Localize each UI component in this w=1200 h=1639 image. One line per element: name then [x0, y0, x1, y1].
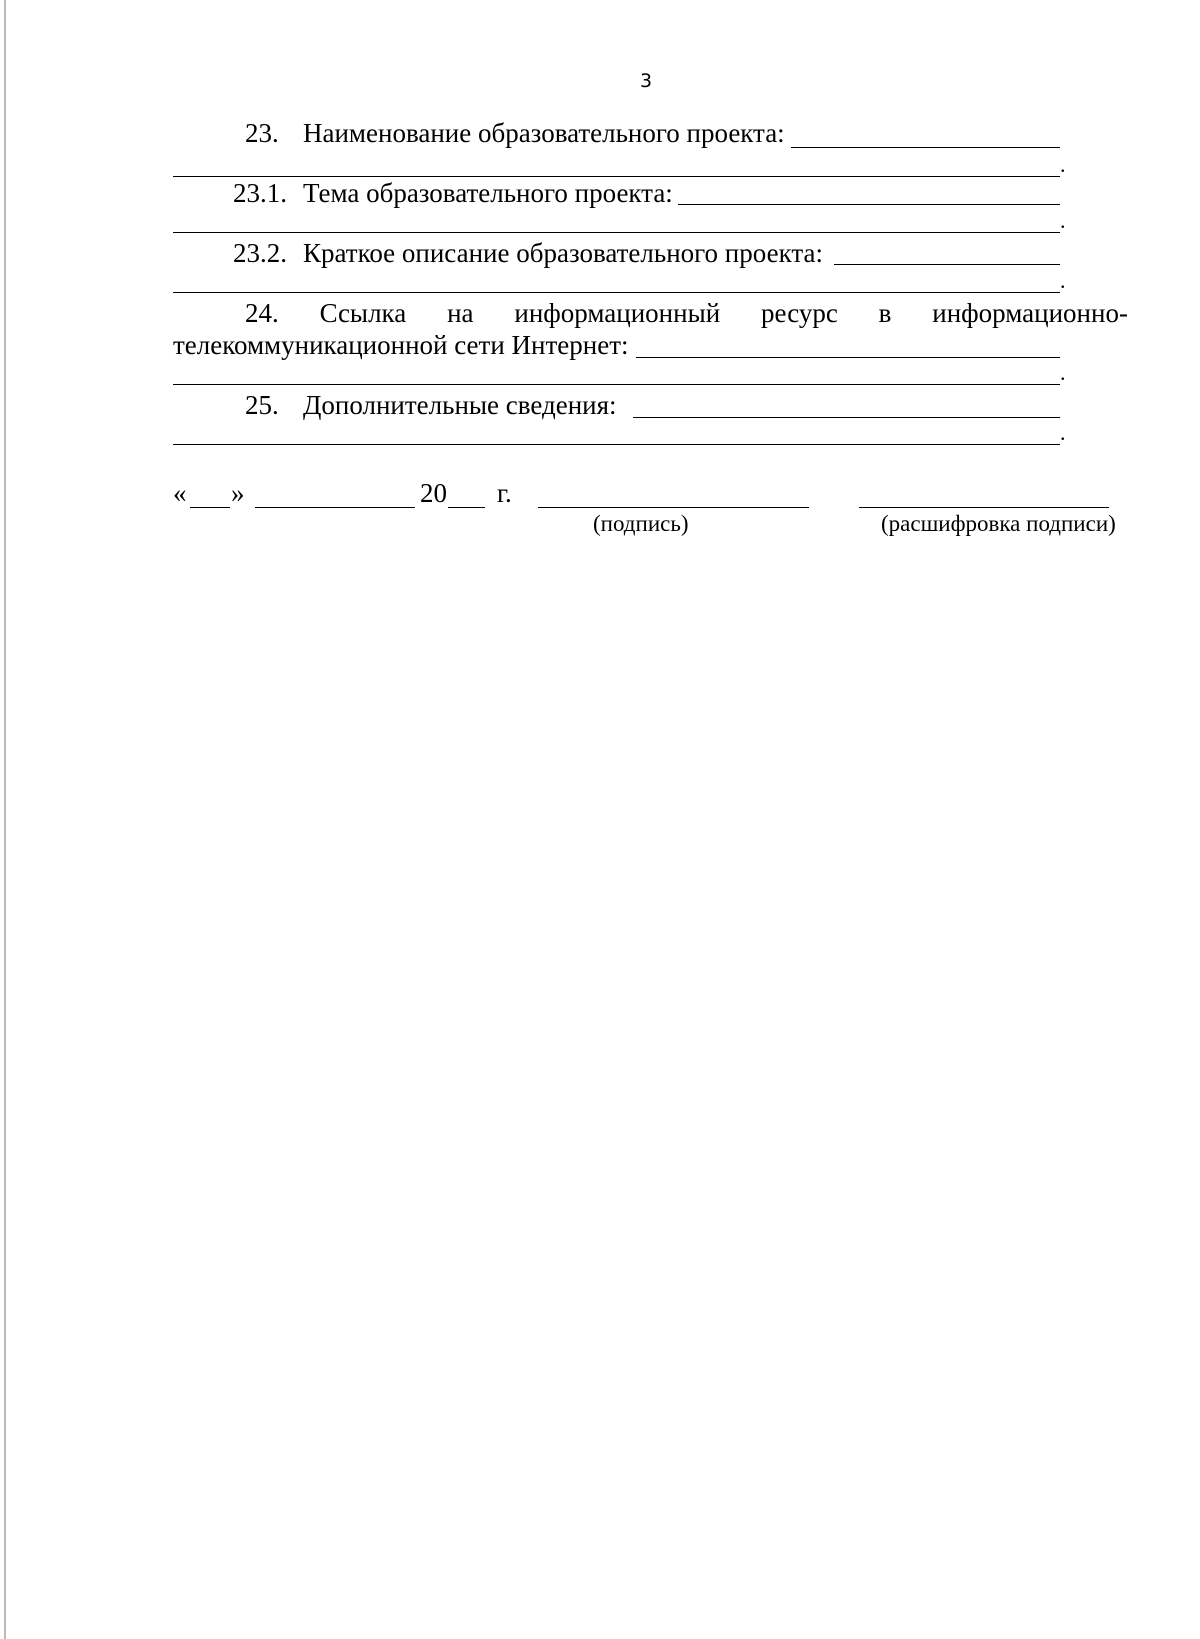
item-23-row [173, 120, 1128, 154]
month-field[interactable] [255, 507, 415, 508]
day-field[interactable] [190, 507, 230, 508]
page-number: 3 [640, 70, 653, 92]
item-24-word: информационно- [932, 298, 1128, 328]
item-24-row [173, 300, 1128, 334]
item-23-field[interactable] [791, 147, 1060, 148]
item-25-field[interactable] [633, 417, 1060, 418]
item-24-word: информационный [514, 298, 721, 328]
signature-captions-row [173, 512, 1128, 546]
item-23-1-line-end: . [1060, 208, 1066, 233]
day-close-quote: » [231, 478, 245, 508]
day-open-quote: « [173, 478, 187, 508]
item-23-1-label: Тема образовательного проекта: [303, 178, 673, 208]
item-23-1-row [173, 180, 1128, 214]
item-23-2-line-end: . [1060, 268, 1066, 293]
scan-left-edge [4, 0, 6, 1639]
item-23-2-field-continuation[interactable] [173, 292, 1060, 293]
item-24-word: Ссылка [319, 298, 407, 328]
item-23-1-number: 23.1. [233, 178, 287, 208]
item-23-2-row [173, 240, 1128, 274]
item-24-field-continuation[interactable] [173, 384, 1060, 385]
signature-caption: (подпись) [593, 511, 689, 536]
signature-decoding-field[interactable] [859, 507, 1109, 508]
item-24-word: на [447, 298, 474, 328]
item-25-line-end: . [1060, 420, 1066, 445]
item-23-1-field-continuation[interactable] [173, 232, 1060, 233]
item-25-label: Дополнительные сведения: [303, 390, 617, 420]
item-23-2-label: Краткое описание образовательного проекта: [303, 238, 823, 268]
item-24-continuation-label: телекоммуникационной сети Интернет: [173, 330, 629, 360]
item-23-number: 23. [245, 118, 279, 148]
item-24-field[interactable] [636, 357, 1060, 358]
item-24-second-row [173, 332, 1128, 366]
year-prefix: 20 [420, 478, 447, 508]
signature-decoding-caption: (расшифровка подписи) [881, 511, 1116, 536]
item-24-word: ресурс [761, 298, 838, 328]
year-field[interactable] [448, 507, 485, 508]
item-23-1-field[interactable] [678, 204, 1060, 205]
item-23-2-number: 23.2. [233, 238, 287, 268]
item-24-first-line [245, 300, 1128, 327]
signature-field[interactable] [538, 507, 809, 508]
item-25-continuation-row [173, 420, 1128, 458]
item-24-line-end: . [1060, 360, 1066, 385]
item-24-word: в [878, 298, 892, 328]
item-25-row [173, 392, 1128, 426]
item-24-number: 24. [245, 298, 279, 328]
item-23-field-continuation[interactable] [173, 176, 1060, 177]
item-23-2-field[interactable] [834, 264, 1060, 265]
year-suffix: г. [497, 478, 512, 508]
item-25-field-continuation[interactable] [173, 444, 1060, 445]
item-25-number: 25. [245, 390, 279, 420]
date-signature-row [173, 480, 1128, 514]
item-23-line-end: . [1060, 152, 1066, 177]
item-23-label: Наименование образовательного проекта: [303, 118, 785, 148]
